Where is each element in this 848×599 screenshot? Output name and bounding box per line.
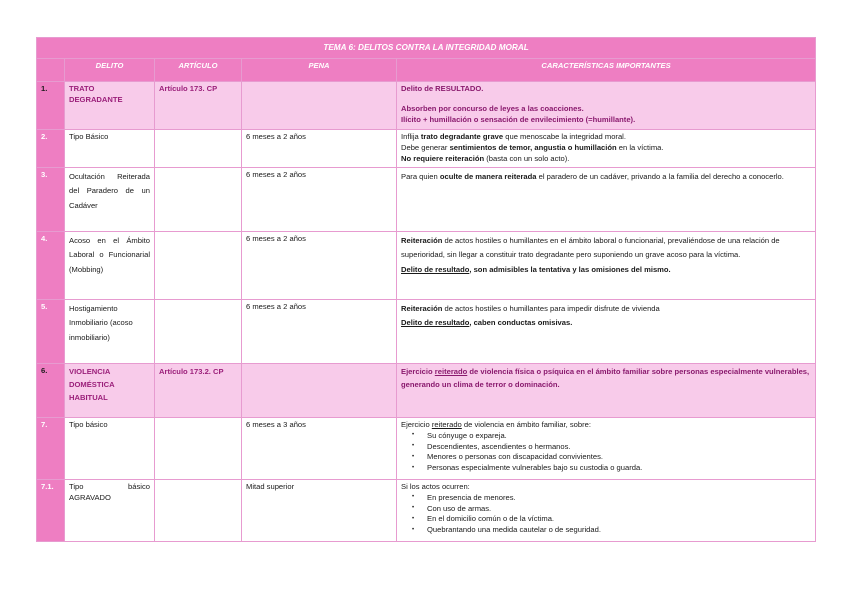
header-articulo: ARTÍCULO [155, 59, 242, 82]
caracteristicas-cell [397, 418, 816, 480]
articulo-cell [155, 300, 242, 364]
aggravating-list [401, 493, 811, 536]
pena-cell: 6 meses a 2 años [242, 130, 397, 168]
row-number: 5. [37, 300, 65, 364]
header-caracteristicas: CARACTERÍSTICAS IMPORTANTES [397, 59, 816, 82]
list-item: • En presencia de menores. [427, 493, 811, 504]
articulo-cell [155, 168, 242, 232]
table-row [37, 480, 816, 542]
pena-cell: 6 meses a 2 años [242, 232, 397, 300]
text-span: Ejercicio [401, 367, 435, 376]
articulo-cell [155, 480, 242, 542]
caracteristicas-cell [397, 480, 816, 542]
list-item: • Menores o personas con discapacidad convivientes. [427, 452, 811, 463]
victims-list [401, 431, 811, 474]
caracteristicas-cell [397, 82, 816, 130]
row-number: 1. [37, 82, 65, 130]
delito-cell: Acoso en el Ámbito Laboral o Funcionarial (Mobbing) [65, 232, 155, 300]
bold-span: Delito de resultado [401, 264, 470, 274]
table-title: TEMA 6: DELITOS CONTRA LA INTEGRIDAD MORAL [37, 38, 816, 59]
text-span: (basta con un solo acto). [484, 153, 570, 163]
bold-span: Delito de resultado [401, 318, 470, 328]
list-item: • Con uso de armas. [427, 504, 811, 515]
delito-cell: Tipo básico AGRAVADO [65, 480, 155, 542]
delito-cell: Tipo Básico [65, 130, 155, 168]
articulo-cell [155, 130, 242, 168]
row-number: 4. [37, 232, 65, 300]
text-span: reiterado [431, 420, 462, 429]
text-span: de violencia en ámbito familiar, sobre: [461, 420, 591, 429]
char-line: Absorben por concurso de leyes a las coacciones. [401, 103, 584, 113]
caracteristicas-cell [397, 168, 816, 232]
pena-cell [242, 364, 397, 418]
caracteristicas-cell [397, 232, 816, 300]
text-span: el paradero de un cadáver, privando a la familia del derecho a conocerlo. [536, 172, 784, 181]
caracteristicas-cell [397, 130, 816, 168]
text-span: que menoscabe la integridad moral. [503, 132, 626, 141]
row-number: 3. [37, 168, 65, 232]
caracteristicas-cell [397, 364, 816, 418]
articulo-cell [155, 418, 242, 480]
delito-cell: Hostigamiento Inmobiliario (acoso inmobiliario) [65, 300, 155, 364]
articulo-cell [155, 232, 242, 300]
table-row [37, 418, 816, 480]
table-row [37, 82, 816, 130]
row-number: 7. [37, 418, 65, 480]
delito-cell: Tipo básico [65, 418, 155, 480]
caracteristicas-cell [397, 300, 816, 364]
delito-cell: TRATO DEGRADANTE [65, 82, 155, 130]
list-item: • Su cónyuge o expareja. [427, 431, 811, 442]
pena-cell: 6 meses a 2 años [242, 300, 397, 364]
crimes-table [36, 37, 816, 542]
bold-span: Reiteración [401, 304, 443, 313]
text-span: en la víctima. [616, 142, 664, 152]
bold-span: , caben conductas omisivas. [469, 318, 573, 328]
delito-cell: Ocultación Reiterada del Paradero de un Cadáver [65, 168, 155, 232]
table-row [37, 130, 816, 168]
table-row [37, 168, 816, 232]
text-span: de violencia física o psíquica en el ámbito familiar sobre personas especialmente vulnerables, generando un clima de terror o dominación. [401, 367, 810, 389]
text-span: Para quien [401, 172, 440, 181]
pena-cell: 6 meses a 2 años [242, 168, 397, 232]
row-number: 7.1. [37, 480, 65, 542]
list-item: • En el domicilio común o de la víctima. [427, 514, 811, 525]
row-number: 6. [37, 364, 65, 418]
pena-cell: Mitad superior [242, 480, 397, 542]
text-span: de actos hostiles o humillantes para impedir disfrute de vivienda [442, 304, 660, 313]
bold-span: Reiteración [401, 236, 443, 245]
list-item: • Personas especialmente vulnerables bajo su custodia o guarda. [427, 463, 811, 474]
articulo-cell: Artículo 173. CP [155, 82, 242, 130]
row-number: 2. [37, 130, 65, 168]
text-span: Debe generar [401, 142, 450, 152]
table-row [37, 232, 816, 300]
char-line: Delito de RESULTADO. [401, 84, 484, 93]
bold-span: trato degradante grave [420, 132, 504, 141]
bold-span: No requiere reiteración [401, 153, 485, 163]
text-span: reiterado [434, 367, 468, 376]
char-line: Ilícito + humillación o sensación de envilecimiento (=humillante). [401, 114, 636, 124]
header-pena: PENA [242, 59, 397, 82]
table-row [37, 364, 816, 418]
list-item: • Quebrantando una medida cautelar o de seguridad. [427, 525, 811, 536]
text-span: Ejercicio [401, 420, 432, 429]
text-span: Si los actos ocurren: [401, 482, 470, 491]
text-span: Inflija [401, 132, 421, 141]
header-num [37, 59, 65, 82]
text-span: de actos hostiles o humillantes en el ámbito laboral o funcionarial, prevaliéndose de una relación de superioridad, sin llegar a constituir trato degradante pero suponiendo un grave acoso para la víctima. [401, 236, 780, 260]
bold-span: oculte de manera reiterada [439, 172, 537, 181]
bold-span: , son admisibles la tentativa y las omisiones del mismo. [469, 264, 671, 274]
header-row [37, 59, 816, 82]
bold-span: sentimientos de temor, angustia o humillación [449, 142, 617, 152]
header-delito: DELITO [65, 59, 155, 82]
articulo-cell: Artículo 173.2. CP [155, 364, 242, 418]
pena-cell: 6 meses a 3 años [242, 418, 397, 480]
list-item: • Descendientes, ascendientes o hermanos. [427, 442, 811, 453]
table-row [37, 300, 816, 364]
delito-cell: VIOLENCIA DOMÉSTICA HABITUAL [65, 364, 155, 418]
pena-cell [242, 82, 397, 130]
